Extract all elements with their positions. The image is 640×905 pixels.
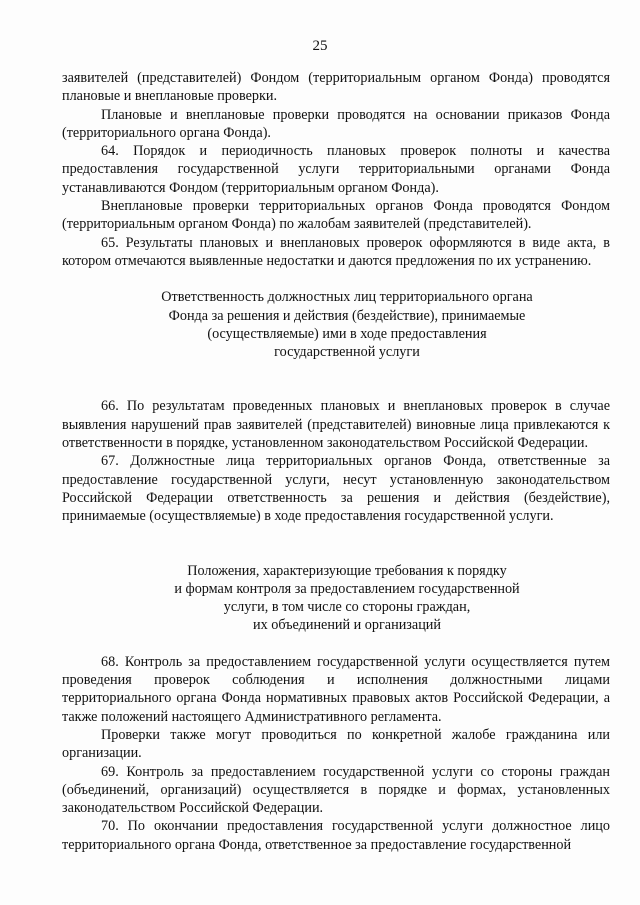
paragraph-67: 67. Должностные лица территориальных органов Фонда, ответственные за предоставление государственной услуги, несут установленную законодательством Российской Федерации ответственность за решения и действия (бездействие), принимаемые (осуществляемые) в ходе предоставления государственной услуги. xyxy=(62,453,610,525)
heading-line: услуги, в том числе со стороны граждан, xyxy=(223,599,471,616)
document-body xyxy=(62,69,610,854)
section-heading-responsibility xyxy=(62,288,610,361)
paragraph-64: 64. Порядок и периодичность плановых проверок полноты и качества предоставления государственной услуги территориальными органами Фонда устанавливаются Фондом (территориальным органом Фонда). xyxy=(62,143,610,196)
heading-line: Ответственность должностных лиц территориального органа xyxy=(161,289,533,306)
paragraph-continuation: заявителей (представителей) Фондом (территориальным органом Фонда) проводятся плановые и внеплановые проверки. xyxy=(62,70,610,105)
heading-line: их объединений и организаций xyxy=(253,617,441,634)
paragraph-66: 66. По результатам проведенных плановых и внеплановых проверок в случае выявления нарушений прав заявителей (представителей) виновные лица привлекаются к ответственности в порядке, установленном законодательством Российской Федерации. xyxy=(62,398,610,452)
heading-line: и формам контроля за предоставлением государственной xyxy=(174,580,520,597)
section-heading-control xyxy=(62,562,610,635)
heading-line: (осуществляемые) ими в ходе предоставления xyxy=(207,325,487,342)
paragraph: Плановые и внеплановые проверки проводятся на основании приказов Фонда (территориального органа Фонда). xyxy=(62,106,610,141)
paragraph-69: 69. Контроль за предоставлением государственной услуги со стороны граждан (объединений, организаций) осуществляется в порядке и формах, установленных законодательством Российской Федерации. xyxy=(62,763,610,817)
page-number: 25 xyxy=(312,38,328,54)
paragraph-68: 68. Контроль за предоставлением государственной услуги осуществляется путем проведения проверок соблюдения и исполнения должностными лицами территориального органа Фонда нормативных правовых актов Российской Федерации, а также положений настоящего Административного регламента. xyxy=(62,653,610,725)
heading-line: Фонда за решения и действия (бездействие), принимаемые xyxy=(168,307,526,324)
heading-line: государственной услуги xyxy=(274,344,420,361)
paragraph: Проверки также могут проводиться по конкретной жалобе гражданина или организации. xyxy=(62,726,610,762)
paragraph-70: 70. По окончании предоставления государственной услуги должностное лицо территориального органа Фонда, ответственное за предоставление государственной xyxy=(62,818,610,853)
paragraph: Внеплановые проверки территориальных органов Фонда проводятся Фондом (территориальным органом Фонда) по жалобам заявителей (представителей). xyxy=(62,198,610,233)
paragraph-65: 65. Результаты плановых и внеплановых проверок оформляются в виде акта, в котором отмечаются выявленные недостатки и даются предложения по их устранению. xyxy=(62,234,610,269)
heading-line: Положения, характеризующие требования к порядку xyxy=(187,562,507,579)
